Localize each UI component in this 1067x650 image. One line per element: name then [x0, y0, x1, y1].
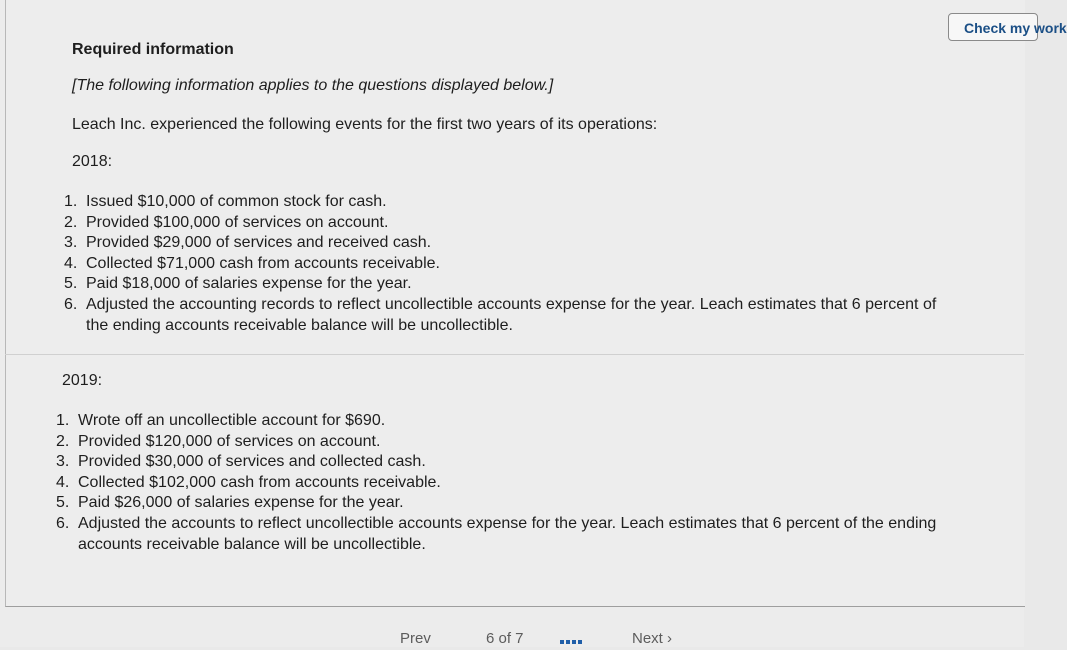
required-information-title: Required information [72, 41, 234, 58]
page-indicator: 6 of 7 [486, 630, 524, 647]
list-item [64, 274, 944, 295]
section-divider [5, 354, 1024, 355]
list-item [56, 493, 1001, 514]
item-text: Provided $29,000 of services and received cash. [86, 234, 432, 252]
item-number: 6. [64, 295, 78, 313]
item-text: Adjusted the accounts to reflect uncollectible accounts expense for the year. Leach estimates that 6 percent of the ending accounts receivable balance will be uncollectible. [78, 514, 937, 553]
item-number: 4. [56, 473, 70, 491]
item-number: 5. [56, 494, 70, 512]
next-button[interactable] [632, 630, 672, 650]
list-item [56, 432, 1001, 453]
item-text: Paid $26,000 of salaries expense for the year. [78, 494, 404, 512]
item-number: 2. [64, 213, 78, 231]
item-number: 6. [56, 514, 70, 532]
item-number: 5. [64, 275, 78, 293]
item-number: 2. [56, 432, 70, 450]
events-2019-list [56, 411, 1001, 555]
item-text: Paid $18,000 of salaries expense for the year. [86, 275, 412, 293]
events-2018-list [64, 192, 944, 336]
item-number: 3. [56, 453, 70, 471]
year-2018-label: 2018: [72, 153, 113, 170]
list-item [64, 192, 944, 213]
list-item [56, 452, 1001, 473]
list-item [64, 213, 944, 234]
list-item [64, 295, 944, 336]
item-text: Provided $120,000 of services on account. [78, 432, 381, 450]
year-2019-label: 2019: [62, 372, 103, 389]
item-text: Issued $10,000 of common stock for cash. [86, 193, 387, 210]
item-text: Provided $100,000 of services on account. [86, 213, 389, 231]
info-note: [The following information applies to the questions displayed below.] [72, 77, 554, 94]
list-item [64, 254, 944, 275]
item-number: 4. [64, 254, 78, 272]
item-text: Wrote off an uncollectible account for $690. [78, 412, 386, 429]
prev-button[interactable]: Prev [400, 630, 431, 647]
item-number: 1. [56, 412, 70, 429]
grid-icon[interactable] [560, 640, 582, 644]
item-text: Collected $102,000 cash from accounts receivable. [78, 473, 441, 491]
intro-text: Leach Inc. experienced the following events for the first two years of its operations: [72, 116, 658, 133]
list-item [56, 411, 1001, 432]
check-my-work-button[interactable]: Check my work [948, 13, 1038, 41]
item-text: Adjusted the accounting records to reflect uncollectible accounts expense for the year. Leach estimates that 6 percent of the ending accounts receivable balance will be uncollectible. [86, 295, 937, 334]
item-text: Collected $71,000 cash from accounts receivable. [86, 254, 440, 272]
next-label: Next [632, 630, 663, 647]
item-number: 3. [64, 234, 78, 252]
item-number: 1. [64, 193, 78, 210]
item-text: Provided $30,000 of services and collected cash. [78, 453, 426, 471]
list-item [56, 514, 1001, 555]
chevron-right-icon: › [667, 630, 673, 647]
list-item [56, 473, 1001, 494]
list-item [64, 233, 944, 254]
